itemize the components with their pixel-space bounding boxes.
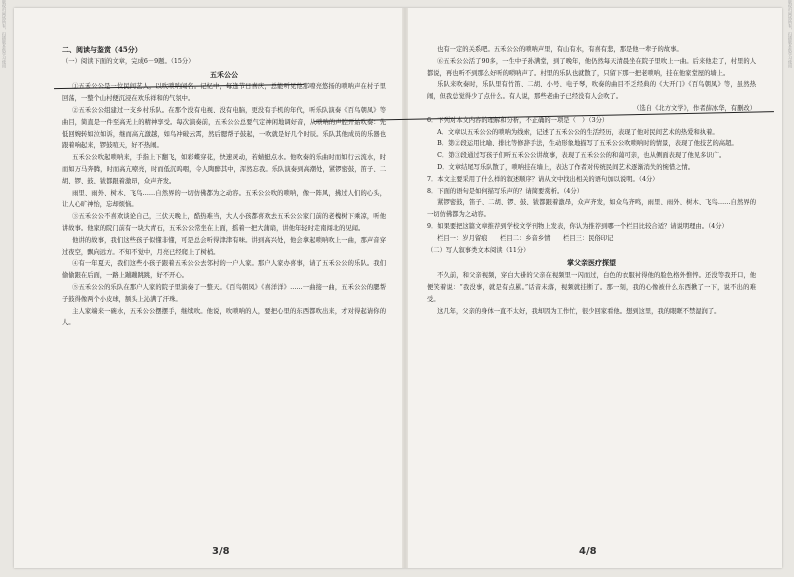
question-option: B．第②段运用比喻、排比等修辞手法，生动形象地描写了五禾公公吹唢呐时的情景，表现了他技艺的高超。 [437,140,738,148]
paragraph: 也有一定的关系吧。五禾公公的唢呐声里，有山有水，有喜有悲，那是他一辈子的故事。 [437,46,683,53]
paragraph: ④有一年夏天，我们这些小孩子跟着五禾公公去邻村的一户人家。那户人家办喜事，请了五禾公公的乐队。我们偷偷跟在后面，一路上蹦蹦跳跳，好不开心。 [62,260,386,280]
quoted-passage: 紧锣密鼓，笛子、二胡、锣、鼓、钹都跟着激昂，众声齐发，如众鸟齐鸣，雨里、雨外、树木、飞鸟……自然界的一切仿佛都为之动容。 [427,199,756,219]
paragraph: ③五禾公公不喜欢谈论自己，三伏天晚上，酷热难当，大人小孩都喜欢去五禾公公家门前的老槐树下乘凉，听他讲故事。他家的院门前有一块大青石，五禾公公常坐在上面，摇着一把大蒲扇，讲他年轻时走南闯北的见闻。 [62,213,386,232]
page-right [419,8,764,568]
source-note: （选自《北方文学》，作者薛冰华，有删改） [633,104,756,112]
question-item: 9．如果要把这篇文章推荐到学校文学刊物上发表，你认为推荐到哪一个栏目比较合适？请说明理由。（4分） [427,222,728,230]
paragraph: 他讲的故事，我们这些孩子似懂非懂，可是总会听得津津有味。讲到高兴处，他会拿起唢呐吹上一曲，那声音穿过夜空，飘向远方。不知不觉中，月亮已经爬上了树梢。 [62,236,386,256]
paragraph: 五禾公公吹起唢呐来，手指上下翻飞，如彩蝶穿花，快速灵动，若蜻蜓点水。他吹奏的乐曲时而如行云流水，时而如万马奔腾，时而高亢嘹亮，时而低沉呜咽，令人陶醉其中，浑然忘我。乐队演奏到高潮处，紧锣密鼓，笛子、二胡、锣、鼓、钹都跟着激昂，众声齐发。 [62,154,386,185]
sub-heading: （一）阅读下面的文章，完成6－9题。（15分） [62,57,195,65]
book-gutter [402,8,408,568]
paragraph: ②五禾公公组建过一支乡村乐队。在那个没有电视、没有电脑，更没有手机的年代，听乐队演奏《百鸟朝凤》等曲目，简直是一件至高无上的精神享受。每次演奏前，五禾公公总要气定神闲地调好音，从唢呐的声腔开始吹奏：先低回婉转如泣如诉，继而高亢激越，如鸟冲破云霄，然后腮帮子鼓起，一吹就是好几个时辰。乐队其他成员的乐器也跟着响起来，锣鼓喧天，好不热闹。 [62,106,386,150]
page-left [54,8,394,568]
question-option: A．文章以五禾公公的唢呐为线索，记述了五禾公公的生活经历，表现了他对民间艺术的热爱和执着。 [437,128,719,136]
paragraph: 这几年，父亲的身体一直不太好，我却因为工作忙，很少回家看他。想到这里，我的眼眶不禁湿润了。 [437,307,721,315]
left-margin-note: 版权归网络所有，扫描版本供学习使用 [2,0,7,68]
paragraph: 乐队来吹奏时，乐队里有竹笛、二胡、小号、电子琴，吹奏的曲目不乏经典的《大开门》《百鸟朝凤》等，虽然热闹，但我总觉得少了点什么。有人说，那些老曲子已经没有人会吹了。 [427,81,756,101]
question-item: 8．下面的语句是如何描写乐声的？请简要赏析。（4分） [427,187,583,195]
section2-title: 掌父亲医疗探望 [567,258,616,268]
page-number: 3/8 [212,546,230,558]
scanned-sheet [14,8,782,568]
page-number: 4/8 [579,546,597,558]
paragraph: 主人家端来一碗水，五禾公公摆摆手，继续吹。他说，吹唢呐的人，要把心里的东西都吹出来，才对得起请你的人。 [62,307,386,327]
paragraph: ⑤五禾公公的乐队在那户人家的院子里演奏了一整天。《百鸟朝凤》《喜洋洋》……一曲接一曲，五禾公公的腮帮子鼓得像两个小皮球，额头上沁满了汗珠。 [62,283,386,303]
question-option: D．文章结尾写乐队散了，唢呐挂在墙上，表达了作者对传统民间艺术逐渐消失的惋惜之情。 [437,163,695,171]
paragraph: 雨里、雨外、树木、飞鸟……自然界的一切仿佛都为之动容。五禾公公吹的唢呐，像一阵风，拂过人们的心头，让人心旷神怡，忘却烦恼。 [62,189,386,209]
paragraph: 不久前，和父亲视频，穿白大褂的父亲在视频里一闪而过，白色的衣服衬得他的脸色格外憔悴。还没等我开口，他便笑着说：“我没事，就是有点累。”话音未落，视频就挂断了。那一刻，我的心像被什么东西揪了一下，说不出的难受。 [427,272,756,303]
question-option: C．第③段通过写孩子们听五禾公公讲故事，表现了五禾公公的和蔼可亲，也从侧面表现了他见多识广。 [437,152,726,160]
right-margin-note: 版权归网络所有，扫描版本供学习使用 [788,0,793,68]
paragraph: ①五禾公公是一位民间艺人，以吹唢呐闻名。记忆中，每逢节日喜庆，总能听见他那嘹亮悠扬的唢呐声在村子里回荡，一整个山村便沉浸在欢乐祥和的气氛中。 [62,83,386,103]
column-options: 栏目一：岁月留痕 栏目二：乡音乡情 栏目三：民俗印记 [437,234,614,242]
question-item: 7．本文主要采用了什么样的叙述顺序？请从文中找出相关的语句加以说明。（4分） [427,175,659,183]
paragraph: ⑥五禾公公活了90多，一生中子孙满堂，到了晚年，他仍然每天清晨坐在院子里吹上一曲。后来他走了，村里的人都说，再也听不到那么好听的唢呐声了。村里的乐队也就散了，只留下那一把老唢呐，挂在他家堂屋的墙上。 [427,57,756,77]
article-title: 五禾公公 [210,69,238,79]
section-heading: 二、阅读与鉴赏（45分） [62,45,142,54]
section2-heading: （二）写人叙事类文本阅读（11分） [427,246,530,254]
question-item: 6．下列对本文内容的理解和分析，不正确的一项是（ ）（3分） [427,116,609,124]
